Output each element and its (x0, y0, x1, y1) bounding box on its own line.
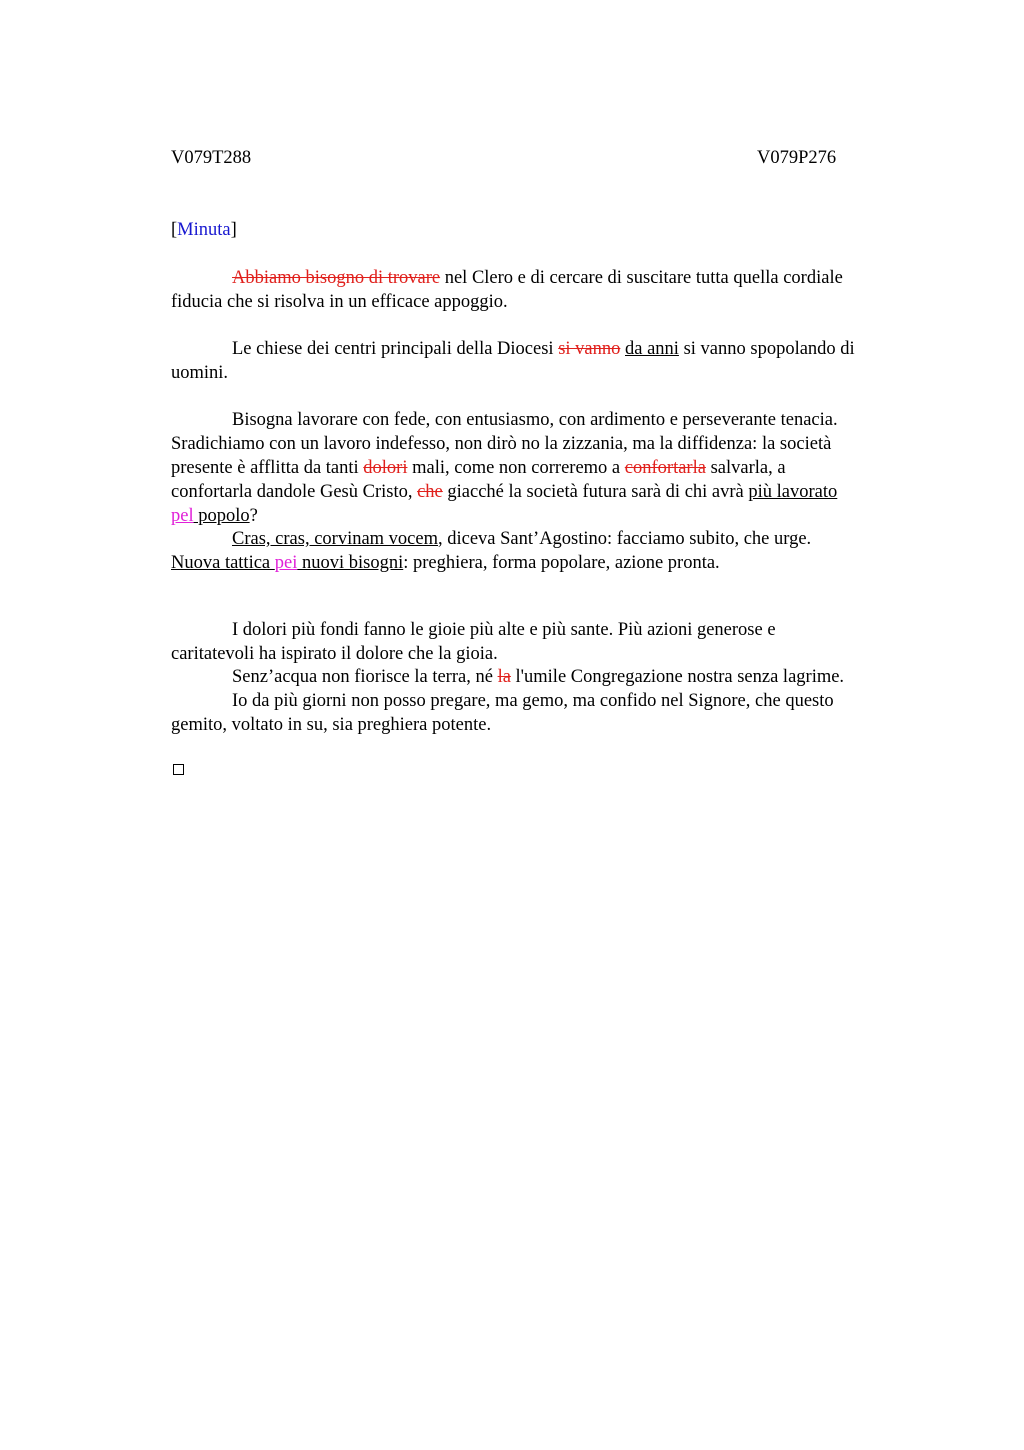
paragraph-7-line-2: gemito, voltato in su, sia preghiera potente. (171, 715, 492, 735)
inserted-text: pei (274, 553, 298, 573)
deleted-text: Abbiamo bisogno di trovare (232, 268, 441, 288)
paragraph-4-line-2: Nuova tattica pei nuovi bisogni: preghiera, forma popolare, azione pronta. (171, 553, 720, 573)
paragraph-3-line-3: presente è afflitta da tanti dolori mali, come non correremo a confortarla salvarla, a (171, 458, 786, 478)
paragraph-2-line-1: Le chiese dei centri principali della Diocesi si vanno da anni si vanno spopolando di (232, 339, 855, 359)
paragraph-2-line-2: uomini. (171, 363, 229, 383)
paragraph-1-line-2: fiducia che si risolva in un efficace appoggio. (171, 292, 508, 312)
paragraph-7-line-1: Io da più giorni non posso pregare, ma gemo, ma confido nel Signore, che questo (232, 691, 834, 711)
paragraph-1-line-1: Abbiamo bisogno di trovare nel Clero e di cercare di suscitare tutta quella cordiale (232, 268, 843, 288)
paragraph-3-line-1: Bisogna lavorare con fede, con entusiasmo, con ardimento e perseverante tenacia. (232, 410, 838, 430)
header-left-code: V079T288 (171, 148, 252, 168)
paragraph-3-line-2: Sradichiamo con un lavoro indefesso, non dirò no la zizzania, ma la diffidenza: la società (171, 434, 832, 454)
checkbox-square-icon (173, 764, 184, 775)
minuta-label-text: Minuta (177, 220, 231, 240)
paragraph-5-line-1: I dolori più fondi fanno le gioie più alte e più sante. Più azioni generose e (232, 620, 776, 640)
header-right-code: V079P276 (757, 148, 837, 168)
deleted-text: la (497, 667, 511, 687)
underlined-text: da anni (625, 339, 679, 359)
underlined-text: Nuova tattica (171, 553, 275, 573)
paragraph-3-line-5: pel popolo? (171, 506, 258, 526)
minuta-label: [Minuta] (171, 220, 237, 240)
underlined-text: Cras, cras, corvinam vocem (232, 529, 438, 549)
underlined-text: nuovi bisogni (297, 553, 404, 573)
paragraph-5-line-2: caritatevoli ha ispirato il dolore che la gioia. (171, 644, 498, 664)
deleted-text: si vanno (558, 339, 621, 359)
paragraph-6-line-1: Senz’acqua non fiorisce la terra, né la l'umile Congregazione nostra senza lagrime. (232, 667, 845, 687)
deleted-text: confortarla (624, 458, 706, 478)
underlined-text: popolo (193, 506, 250, 526)
paragraph-4-line-1: Cras, cras, corvinam vocem, diceva Sant’Agostino: facciamo subito, che urge. (232, 529, 812, 549)
inserted-text: pel (171, 506, 194, 526)
deleted-text: dolori (363, 458, 408, 478)
paragraph-3-line-4: confortarla dandole Gesù Cristo, che giacché la società futura sarà di chi avrà più lavorato (171, 482, 838, 502)
underlined-text: più lavorato (748, 482, 838, 502)
deleted-text: che (417, 482, 443, 502)
